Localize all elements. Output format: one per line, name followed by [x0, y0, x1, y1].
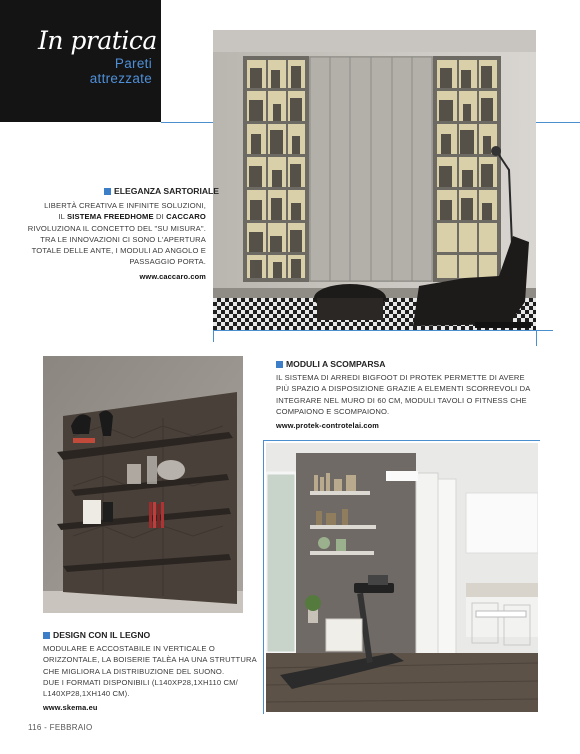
text-line: LIBERTÀ CREATIVA E INFINITE SOLUZIONI, — [44, 201, 206, 210]
text-line: INTEGRARE NEL MURO DI 60 CM, MODULI TAVOLI O FITNESS CHE — [276, 395, 527, 405]
link-skema[interactable]: www.skema.eu — [43, 703, 98, 713]
body-text-eleganza — [16, 200, 206, 282]
photo-freedhome-illustration — [213, 30, 536, 330]
rule-line — [213, 330, 214, 342]
section-script-title: In pratica — [38, 26, 157, 55]
photo-bigfoot-modules — [266, 443, 538, 712]
photo-talea-boiserie — [43, 356, 243, 613]
title-square-icon — [276, 361, 283, 368]
photo-talea-illustration — [43, 356, 243, 613]
title-text: DESIGN CON IL LEGNO — [53, 630, 151, 640]
photo-freedhome-wall — [213, 30, 536, 330]
text-line: ORIZZONTALE, LA BOISERIE TALÈA HA UNA STRUTTURA — [43, 655, 257, 665]
link-protek[interactable]: www.protek-controtelai.com — [276, 421, 380, 431]
text-line: PIÙ SPAZIO A DISPOSIZIONE GRAZIE A ELEMENTI SCORREVOLI DA — [276, 384, 531, 394]
rule-line — [536, 122, 580, 123]
body-text-design-legno — [43, 643, 258, 714]
text-line: IL SISTEMA DI ARREDI BIGFOOT DI PROTEK PERMETTE DI AVERE — [276, 373, 525, 382]
section-title-design-legno — [43, 630, 150, 640]
text-line: COMPAIONO E SCOMPAIONO. — [276, 406, 390, 416]
rule-line — [213, 330, 553, 331]
text-line: L140XP28,1XH140 CM). — [43, 689, 130, 699]
rule-line — [263, 440, 540, 441]
text-line: IL SISTEMA FREEDHOME DI CACCARO — [58, 212, 206, 222]
title-square-icon — [104, 188, 111, 195]
section-title-eleganza — [104, 186, 219, 196]
subtitle-line-2: attrezzate — [89, 71, 152, 86]
section-subtitle — [48, 56, 152, 86]
section-title-moduli — [276, 359, 385, 369]
body-text-moduli — [276, 372, 546, 431]
rule-line — [161, 122, 213, 123]
link-caccaro[interactable]: www.caccaro.com — [139, 271, 206, 281]
text-line: CHE MIGLIORA LA DISTRIBUZIONE DEL SUONO. — [43, 666, 225, 676]
text-line: TRA LE INNOVAZIONI CI SONO L'APERTURA — [40, 234, 206, 244]
bold-text: SISTEMA FREEDHOME — [67, 212, 154, 222]
rule-line — [263, 440, 264, 714]
text-line: DUE I FORMATI DISPONIBILI (L140XP28,1XH110 CM/ — [43, 677, 238, 687]
bold-text: CACCARO — [166, 212, 206, 222]
text-line: MODULARE E ACCOSTABILE IN VERTICALE O — [43, 644, 215, 653]
subtitle-line-1: Pareti — [114, 56, 152, 71]
title-square-icon — [43, 632, 50, 639]
rule-line — [536, 330, 537, 346]
text-line: PASSAGGIO PORTA. — [129, 257, 206, 267]
title-text: MODULI A SCOMPARSA — [286, 359, 386, 369]
page-folio: 116 - FEBBRAIO — [28, 723, 93, 732]
text-line: RIVOLUZIONA IL CONCETTO DEL "SU MISURA". — [27, 223, 206, 233]
title-text: ELEGANZA SARTORIALE — [114, 186, 220, 196]
text-line: TOTALE DELLE ANTE, I MODULI AD ANGOLO E — [31, 246, 206, 256]
photo-bigfoot-illustration — [266, 443, 538, 712]
